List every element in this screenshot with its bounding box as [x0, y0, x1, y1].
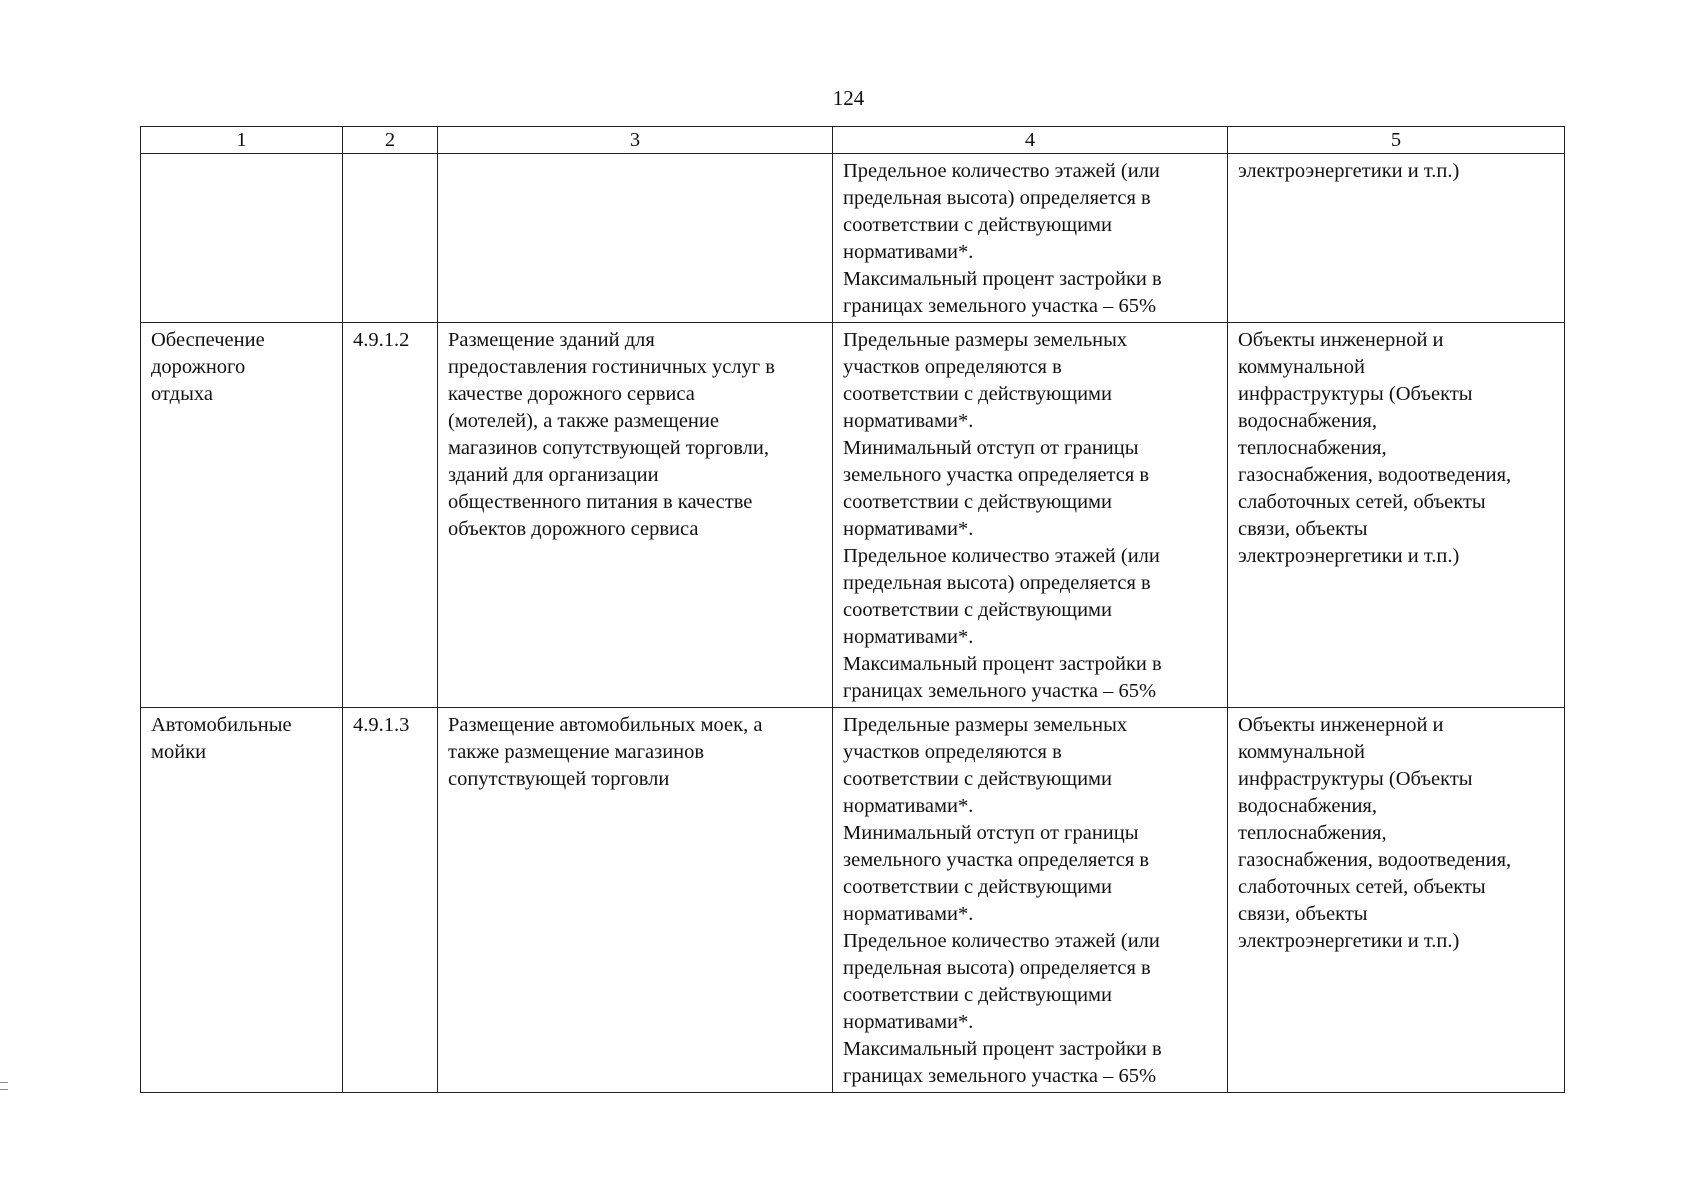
- use-name: Обеспечение дорожного отдыха: [151, 329, 265, 405]
- use-name: Автомобильные мойки: [151, 714, 292, 763]
- objects-cell: [1228, 154, 1565, 323]
- parameters-cell: [833, 154, 1228, 323]
- table-row: [141, 708, 1565, 1093]
- parameters-cell: [833, 708, 1228, 1093]
- zoning-table: [140, 126, 1565, 1093]
- column-header: 2: [343, 127, 438, 154]
- use-description: Размещение автомобильных моек, а также размещение магазинов сопутствующей торговли: [448, 714, 763, 790]
- column-header: 3: [438, 127, 833, 154]
- use-code-cell: [343, 708, 438, 1093]
- page-number: 124: [832, 86, 865, 110]
- objects-cell: [1228, 708, 1565, 1093]
- column-header: 1: [141, 127, 343, 154]
- scan-edge-mark: [0, 1082, 8, 1090]
- use-name-cell: [141, 708, 343, 1093]
- objects-text: Объекты инженерной и коммунальной инфраструктуры (Объекты водоснабжения, теплоснабжения, газоснабжения, водоотведения, слаботочных сетей, объекты связи, объекты электроэнергетики и т.п.): [1238, 329, 1512, 567]
- use-description-cell: [438, 323, 833, 708]
- use-description: Размещение зданий для предоставления гостиничных услуг в качестве дорожного сервиса (мотелей), а также размещение магазинов сопутствующей торговли, зданий для организации общественного питания в качестве объектов дорожного сервиса: [448, 329, 775, 540]
- objects-text: электроэнергетики и т.п.): [1238, 160, 1460, 182]
- parameters-text: Предельные размеры земельных участков определяются в соответствии с действующими нормативами*. Минимальный отступ от границы земельного участка определяется в соответствии с действующими нормативами*. Предельное количество этажей (или предельная высота) определяется в соответствии с действующими нормативами*. Максимальный процент застройки в границах земельного участка – 65%: [843, 329, 1162, 702]
- column-header: 4: [833, 127, 1228, 154]
- use-name-cell: [141, 154, 343, 323]
- use-code-cell: [343, 154, 438, 323]
- table-row: [141, 154, 1565, 323]
- use-code: 4.9.1.2: [353, 329, 410, 351]
- use-description-cell: [438, 708, 833, 1093]
- use-code: 4.9.1.3: [353, 714, 410, 736]
- use-code-cell: [343, 323, 438, 708]
- parameters-text: Предельное количество этажей (или предельная высота) определяется в соответствии с действующими нормативами*. Максимальный процент застройки в границах земельного участка – 65%: [843, 160, 1162, 317]
- parameters-cell: [833, 323, 1228, 708]
- table-row: [141, 323, 1565, 708]
- use-description-cell: [438, 154, 833, 323]
- parameters-text: Предельные размеры земельных участков определяются в соответствии с действующими нормативами*. Минимальный отступ от границы земельного участка определяется в соответствии с действующими нормативами*. Предельное количество этажей (или предельная высота) определяется в соответствии с действующими нормативами*. Максимальный процент застройки в границах земельного участка – 65%: [843, 714, 1162, 1087]
- use-name-cell: [141, 323, 343, 708]
- column-header: 5: [1228, 127, 1565, 154]
- objects-text: Объекты инженерной и коммунальной инфраструктуры (Объекты водоснабжения, теплоснабжения, газоснабжения, водоотведения, слаботочных сетей, объекты связи, объекты электроэнергетики и т.п.): [1238, 714, 1512, 952]
- table-header-row: [141, 127, 1565, 154]
- objects-cell: [1228, 323, 1565, 708]
